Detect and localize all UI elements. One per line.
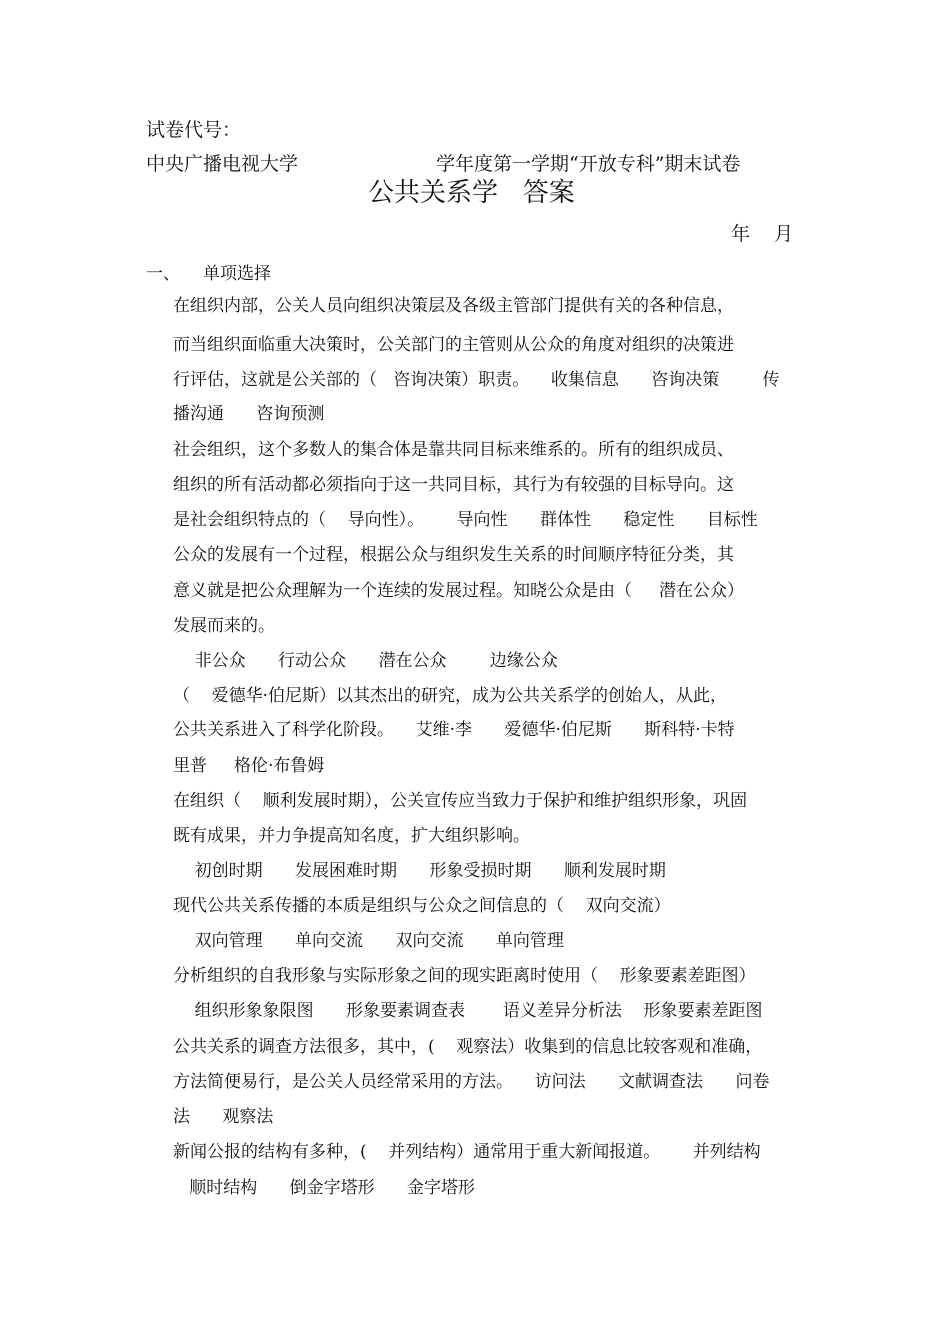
text-line: 顺时结构 倒金字塔形 金字塔形 — [173, 1178, 476, 1198]
university-name: 中央广播电视大学 — [146, 153, 299, 175]
text-line: 行评估，这就是公关部的（ 咨询决策）职责。 收集信息 咨询决策 传 — [173, 370, 780, 390]
text-line: 公共关系的调查方法很多，其中，( 观察法）收集到的信息比较客观和准确， — [173, 1037, 763, 1057]
text-line: 社会组织，这个多数人的集合体是靠共同目标来维系的。所有的组织成员、 — [173, 440, 734, 460]
text-line: 分析组织的自我形象与实际形象之间的现实距离时使用（ 形象要素差距图） — [173, 966, 756, 986]
text-line: 既有成果，并力争提高知名度，扩大组织影响。 — [173, 826, 530, 846]
text-line: 播沟通 咨询预测 — [173, 404, 325, 424]
text-line: 意义就是把公众理解为一个连续的发展过程。知晓公众是由（ 潜在公众） — [173, 581, 745, 601]
section-number: 一、 — [146, 264, 180, 284]
text-line: 是社会组织特点的（ 导向性）。 导向性 群体性 稳定性 目标性 — [173, 510, 758, 530]
text-line: 在组织（ 顺利发展时期），公关宣传应当致力于保护和维护组织形象，巩固 — [173, 791, 748, 811]
text-line: 公众的发展有一个过程，根据公众与组织发生关系的时间顺序特征分类，其 — [173, 545, 734, 565]
text-line: 法 观察法 — [173, 1107, 274, 1127]
term-label: 学年度第一学期“开放专科”期末试卷 — [436, 153, 741, 175]
paper-code-label: 试卷代号： — [146, 119, 242, 141]
text-line: 里普 格伦·布鲁姆 — [173, 756, 325, 776]
text-line: 在组织内部，公关人员向组织决策层及各级主管部门提供有关的各种信息， — [173, 296, 734, 316]
text-line: 非公众 行动公众 潜在公众 边缘公众 — [173, 651, 558, 671]
text-line: 组织形象象限图 形象要素调查表 语义差异分析法 形象要素差距图 — [173, 1001, 763, 1021]
text-line: 发展而来的。 — [173, 616, 275, 636]
text-line: （ 爱德华·伯尼斯）以其杰出的研究，成为公共关系学的创始人，从此， — [173, 686, 728, 706]
exam-date: 年 月 — [731, 223, 794, 245]
text-line: 方法简便易行，是公关人员经常采用的方法。 访问法 文献调查法 问卷 — [173, 1072, 770, 1092]
text-line: 现代公共关系传播的本质是组织与公众之间信息的（ 双向交流） — [173, 896, 671, 916]
section-title: 单项选择 — [203, 264, 271, 284]
text-line: 组织的所有活动都必须指向于这一共同目标，其行为有较强的目标导向。这 — [173, 475, 734, 495]
text-line: 新闻公报的结构有多种，( 并列结构）通常用于重大新闻报道。 并列结构 — [173, 1142, 761, 1162]
page-title: 公共关系学 答案 — [368, 178, 575, 208]
text-line: 双向管理 单向交流 双向交流 单向管理 — [173, 931, 564, 951]
text-line: 初创时期 发展困难时期 形象受损时期 顺利发展时期 — [173, 861, 666, 881]
text-line: 而当组织面临重大决策时，公关部门的主管则从公众的角度对组织的决策进 — [173, 335, 734, 355]
text-line: 公共关系进入了科学化阶段。 艾维·李 爱德华·伯尼斯 斯科特·卡特 — [173, 720, 735, 740]
